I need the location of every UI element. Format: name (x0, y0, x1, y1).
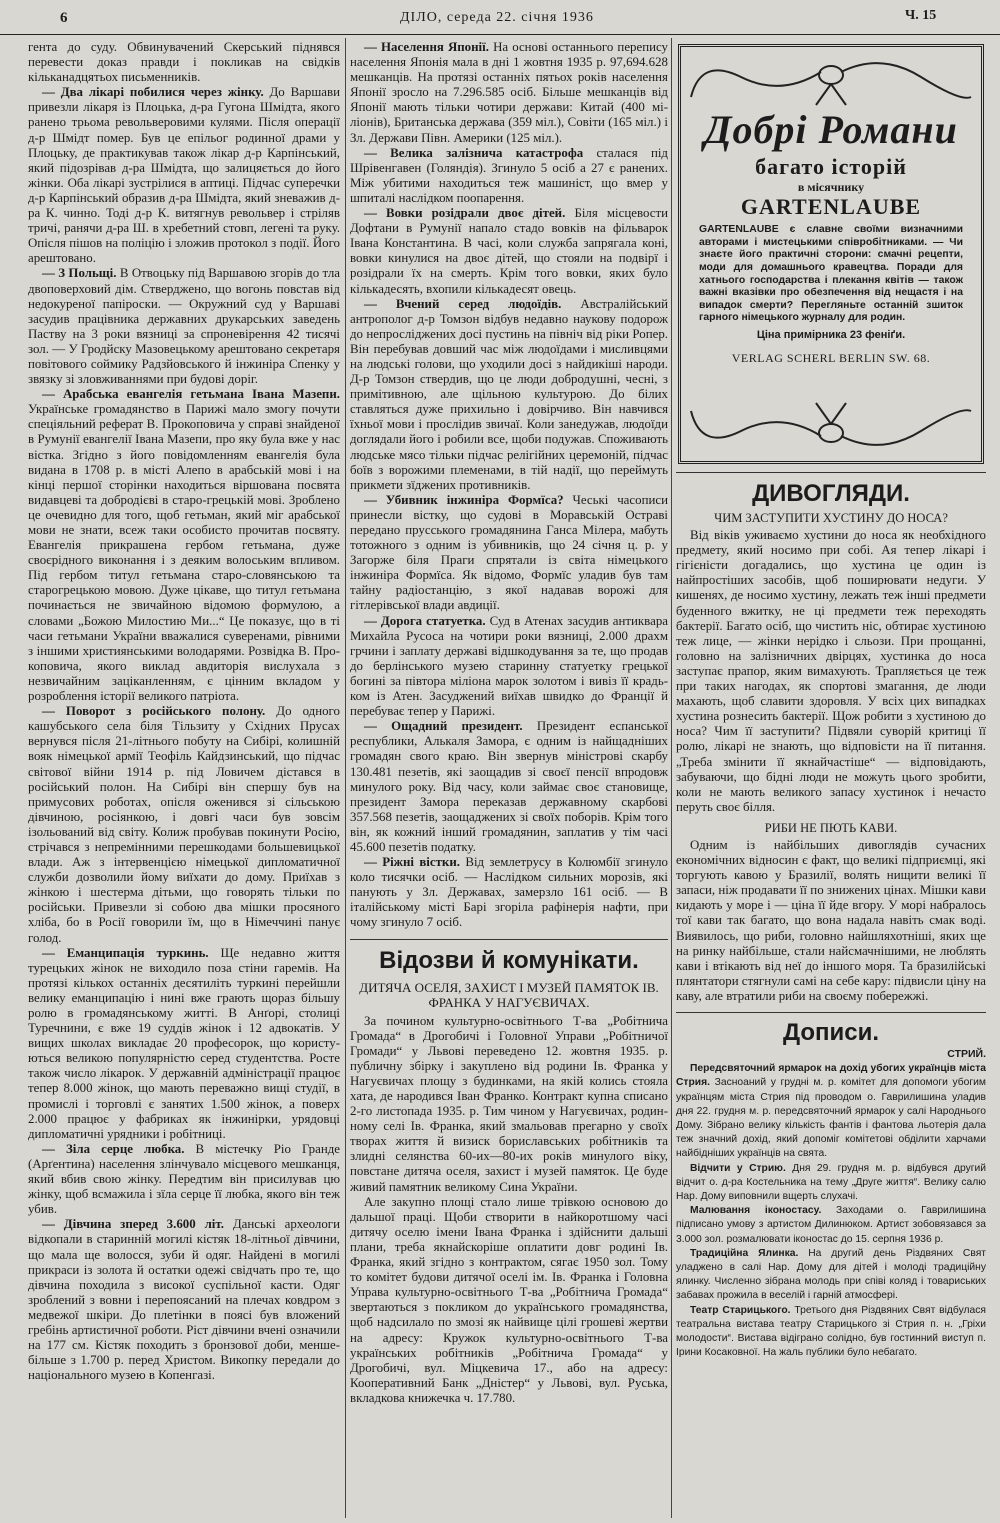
news-item (350, 614, 668, 720)
ad-body: GARTENLAUBE є славне своїми визначними авторами і мистецькими співробітниками. — Чи знаєте його практичні сторони: смачні рецепти, моди для домашнього кравецтва. Поради для хатнього господарства і плекання квітів — також важні вказівки про обезпечення від нещастя і на випадок смерти? Перегляньте останній зшиток гарного німецького журналу для родин. (699, 224, 963, 324)
news-headline: — Дорога статуетка. (364, 613, 486, 628)
column-rule-1 (345, 38, 346, 1518)
section-title-curiosities: ДИВОГЛЯДИ. (752, 480, 910, 507)
news-text: Від землетрусу в Колюмбії згинуло коло тисячки осіб. — Наслідком сильних морозів, які панують у Зл. Державах, замерзло 161 осіб. — В італійському місті Барі згоріла рафінерія нафти, при чому згинуло 7 осіб. (350, 855, 668, 930)
news-text: В містечку Ріо Гранде (Арґентина) населення злінчувало місцевого мешканця, який вбив свою жінку. Передтим він присилував цю жінку, щоб всмажила і зїла серце її любка, якого він теж убив. (28, 1141, 340, 1217)
section-title-reports: Дописи. (782, 1019, 880, 1046)
announcement-paragraph: За почином культурно-освітнього Т-ва „Робітнича Громада“ в Дрогобичі і Головної Управи „Робітничої Громади“ у Львові переведено 12. жовтня 1935. р. публичну збірку і закуплено від родини Ів. Франка у Нагуєвичах площу з будинками, на якій колись стояла хата, де народився Іван Франко. Контракт купна списано 2-го листопада 1935. р. Тим чином у Нагуєвичах, родинному селі Ів. Франка, який змальовав прегарно у своїх творах життя й визиск бориславських робітників та злидні селянства 60-их—80-их років минулого віку, повстане дитяча оселя, захист і музей памяток. Це буде живий памятник великому Сина України. (350, 1013, 668, 1194)
news-item (350, 855, 668, 930)
news-item (350, 493, 668, 614)
report-headline: Передсвяточний ярмарок на дохід убогих українців міста Стрия. (676, 1063, 986, 1089)
page-number: 6 (60, 10, 68, 26)
news-text: Ще недавно життя турецьких жінок не виходило поза стіни гаремів. На протязі кількох останніх десятиліть туркині перейшли велику еманципацію і нині вже грають щораз більшу ролю в громадянському житті. В Анґорі, столиці Туречнини, є вже 19 суддів жінок і 12 адвокатів. У вищих школах викладає 20 професорок, що користуються великою популярністю серед студентства. Росте також число лікарок. У державній адміністрації працює тепер 8.000 жінок, що мають переважно вищі студії, в промислі і торговлі є занятих 1.500 жінок, а поверх 2.000 працює у фабриках як інжинірки, урядовці дипломатичні урядники і робітниці. (28, 945, 340, 1141)
report-text: На другий день Різдвяних Свят уладжено в салі Нар. Дому для дітей і молоді традиційну ялинку. Численно зібрана молодь при співі коляд і товариських забавах прожила в веселій і гарній атмосфері. (676, 1247, 986, 1302)
news-item (28, 266, 340, 387)
news-headline: — Вовки розідрали двоє дітей. (364, 206, 566, 221)
news-item (350, 40, 668, 146)
news-text: До Варшави привезли лікаря із Плоцька, д-ра Гугона Шмідта, якого ранено трьома револьверовими кулями. Після операції д-р Шмідт помер. Був це епільог родинної драми у Плоцьку, де практикував також лікар д-р Карпінський, який підозрівав д-ра Шмідта, що залицяється до його жінки. Оба лікарі зустрілися в аптиці. Підчас суперечки д-р Карпінський образив д-ра Шмідта, який зневажив д-ра К. чинно. Тоді д-р К. витягнув револьвер і стріляв тричі, ранячи д-ра Ш. в хребетний стовп, легені та руку. Опісля пішов на поліцію і зложив протокол з події. Його арештовано. (28, 85, 340, 266)
news-item (350, 719, 668, 855)
news-text: Біля місцевости Дофтани в Румунії напало стадо вовків на фільварок Івана Константина. В часі, коли служба запрягала коні, вовки кинулися на двоє дітей, що стояли на подвірї і розідрали їх на смерть. Крім того вовки, яких було кількадесять, вхопили кількадесят овець. (350, 206, 668, 296)
report-headline: Традиційна Ялинка. (690, 1247, 799, 1259)
report-text: Дня 29. грудня м. р. відбувся другий відчит о. д-ра Костельника на тему „Друге життя“. Велику салю Нар. Дому виповнили вщерть слухачі. (676, 1162, 986, 1202)
report-headline: Відчити у Стрию. (690, 1162, 786, 1174)
report-item (676, 1304, 986, 1361)
news-item (350, 297, 668, 493)
news-text: сталася під Шрівенгавен (Голяндія). Згинуло 5 осіб а 27 є ранених. Між убитими находиться теж машиніст, що вмер у шпиталі наслідком поопарення. (350, 145, 668, 205)
article-text: Від віків уживаємо хустини до носа як необхідного предмету, який носимо при собі. Ая тепер лікарі і гігієністи догадались, що хустина це один із найпростіших засобів, щоб поширювати недуги. У кишенях, де носимо хустину, лежать теж інші предмети буденного вжитку, не ці предмети теж переходять бактерії. Багато осіб, що чистить ніс, обтирає хустиною теж лице, — жінки нерідко і сльози. При прощанні, головно на залізничних двірцях, хустинка до носа заступає прапор, яким вимахують. Трапляється це теж при таких нагодах, як спортові змагання, де люди махають, щоб славити здоровля. У всіх цих випадках хустина рознесить бактерії. Щож робити з хустиною до носа? Чим її заступити? Підвяли суворій критиці її ролю, лікарі не знають, що відповісти на її питання. „Треба змінити її якнайчастіше“ — відповідають, забуваючи, що біднi люди не можуть цього зробити, коли не мають великого запасу хустинок і нечасто перуть своє білля. (676, 528, 986, 814)
article-text: Одним із найбільших дивоглядів сучасних економічних відносин є факт, що великі підприємці, які торгують кавою у Бразилії, волять нищити великі її запаси, ніж продавати її по знижених цінах. Мішки кави кидають у море і — ціна її йде вгору. У морі набралось тої кави так багато, що вона надала навіть смак воді. Виявилось, що риби, головно найшляхотніші, яких ще на ринку найбільше, стали найсмачнішими, не люблять кави і втікають від неї до іншого моря. Та бразилійські плянтатори стягнули самі на себе кару: підвисли ціну на каву, але втратили риби на своєму побережжі. (676, 837, 986, 1003)
news-headline: — Дівчина зперед 3.600 літ. (42, 1217, 224, 1232)
news-headline: — Зіла серце любка. (42, 1141, 185, 1156)
ad-publisher: VERLAG SCHERL BERLIN SW. 68. (731, 351, 931, 366)
ribbon-ornament-icon (681, 401, 981, 461)
news-headline: — Вчений серед людоїдів. (364, 296, 562, 311)
report-text: Заходами о. Гаврилишина підписано умову з артистом Дилинюком. Артист зобовязався за 3.000 зол. розмалювати іконостас до 15. серпня 1936 р. (676, 1205, 986, 1245)
article-title: РИБИ НЕ ПЮТЬ КАВИ. (764, 820, 898, 835)
report-item (676, 1062, 986, 1161)
column-2 (350, 40, 668, 1520)
news-headline: — Населення Японії. (364, 40, 489, 54)
section-divider (676, 472, 986, 473)
ribbon-ornament-icon (681, 47, 981, 107)
ad-line: в місячнику (797, 180, 865, 195)
news-text: Суд в Атенах засудив антикварa Михайла Русоса на чотири роки вязниці, 2.000 драхм грчини і заплату державі відшкодування за те, що продав до берлінського музею старинну статуетку грецької богині за півтора міліона марок золотом і вивіз її крадьком із Атен. Засуджений виїхав швидко до Франції й перебуває тепер у Парижі. (350, 613, 668, 719)
news-headline: — Велика залізнича катастрофа (364, 145, 584, 160)
news-text: До одного кашубського села біля Тільзиту у Східних Прусах вернувся після 21-літнього побуту на Сибірі, колишній вояк німецької армії Теофіль Кайдзинський, що підчас світової війни 1914 р. під Ловичем дістався в російський полон. На Сибірі він спершу був на примусових роботах, опісля оженився зі сільською дівчиною, росіянкою, і довгі часи був зовсім ізольований від світу. Колиж пробував покинути Росію, стрічався з непремінними перешкодами большевицької влади. Аж з інтервенцією німецької дипломатичної служби дозволили йому виїхати до дому. Приїхав з жінкою і шестерма дітьми, що говорять тільки по російськи. Привезли зі собою два мішки просяного хліба, бо в Росії говорили їм, що в Німеччині панує голод. (28, 704, 340, 945)
news-item (28, 1142, 340, 1217)
report-headline: Малювання іконостасу. (690, 1205, 822, 1217)
news-headline: — Ріжні вістки. (364, 855, 461, 870)
issue-number: Ч. 15 (905, 8, 937, 23)
section-divider (350, 939, 668, 940)
news-text: Чеські часописи принесли вістку, що судові в Моравській Остраві передано прусського громадянина Ганса Мілера, мабуть тотожного з одним із убивників, що 24 січня ц. р. у Загорже біля Праги спрятали із світа німецького інжиніра Формїса. Як відомо, Формїс уладив був там тайну радіостанцію, з якої надавав ворожі для гітлерівської влади авдиції. (350, 492, 668, 613)
newspaper-title-date: ДІЛО, середа 22. січня 1936 (400, 10, 594, 25)
news-text: Українське громадянство в Парижі мало змогу почути спеціяльний реферат В. Прокоповича у справі знайденої в Румунії евангелії Івана Мазепи, про яку була вже у нас вістка. Згідно з його повідомленням евангелія була видана в 1708 р. в місті Алепо в арабській мові і на кінці першої сторінки находиться віршована посвята видавцеві та добродієві в старо-грецькій мові. Зроблено це очевидно для того, щоб гетьман, який міг арабської мови не знати, всеж таки особисто прочитав посвяту. Евангелія прикрашена гербом гетьмана, дуже своєрідного виконання і з деяким волоським впливом. Під гербом титул гетьмана старо-словянською та старогрецькою мовою. Дуже цікаве, що титул гетьмана починається не звичайною відомою формулою, а словами „Божою Милостию Ми...“ Це показує, що в ті часи гетьмани України вважалися суверенами, рівними з іншими християнськими володарями. Розвідка В. Прокоповича, якого виклад авдиторія вислухала з незвичайним заціканленням, є цінним вкладом у розроблення історії великого патріота. (28, 402, 340, 704)
news-headline: — Убивник інжиніра Формїса? (364, 492, 564, 507)
column-1 (28, 40, 340, 1520)
advertisement-gartenlaube (678, 44, 984, 464)
news-headline: — Арабська евангелія гетьмана Івана Мазепи. (42, 387, 340, 402)
reports-block (676, 1062, 986, 1360)
ad-price: Ціна примірника 23 феніґи. (756, 329, 906, 342)
article-title: ЧИМ ЗАСТУПИТИ ХУСТИНУ ДО НОСА? (714, 511, 948, 525)
news-item (28, 387, 340, 704)
news-item (28, 1217, 340, 1383)
news-headline: — Ощадний президент. (364, 719, 523, 734)
report-text: Засноаний у грудні м. р. комітет для допомоги убогим українцям міста Стрия під проводом о. Гаврилишина уладив дня 22. грудня м. р. передсвяточний ярмарок у салі Народнього Дому. Зібрано велику кількість фантів і фантова льотерія дала теж значний дохід, який допоміг комітетові обділити харчами найбідніших українців на свята. (676, 1077, 986, 1160)
ad-headline: Добрі Романи (704, 107, 958, 152)
news-item (350, 206, 668, 297)
news-text: На основі останнього перепису населення Японія мала в дні 1 жовтня 1935 р. 97,694.628 мешканців. На протязі останніх пятьох років населення Японії зросло на 7.296.585 осіб. Більше мешканців від Японії мають тільки чотири держави: Китай (400 міліонів), Британська держава (359 міл.), Совіти (165 міл.) і Зл. Держави Півн. Америки (125 міл.). (350, 40, 668, 145)
report-item (676, 1247, 986, 1304)
announcement-paragraph: Але закупно площі стало лише трівкою основою до дальшої праці. Щоби створити в найкоротшому часі дитячу оселю імени Івана Франка і здійснити дальші плани, треба якнайскоріше оплатити довг родині Ів. Франка, який згідно з контрактом, сягає 1950 зол. Тому то комітет будови дитячої оселі ім. Ів. Франка і Головна Управа культурно-освітнього Т-ва „Робітнича Громада“ звертаються з покликом до українського громадянства, щоб надсилало по змозі як найвище цілі грошеві жертви на адресу: Кружок культурно-освітнього Т-ва українських робітників „Робітнича Громада“ у Дрогобичі, вул. Міцкевича 17., або на адресу: Кооперативний Банк „Дністер“ у Львові, вул. Руська, вкладкова книжечка ч. 17.780. (350, 1194, 668, 1405)
news-item (350, 146, 668, 206)
news-headline: — Еманципація туркинь. (42, 945, 209, 960)
report-item (676, 1204, 986, 1247)
report-item (676, 1162, 986, 1205)
section-title-announcements: Відозви й комунікати. (379, 946, 639, 974)
page-header (0, 0, 1000, 35)
news-item (28, 704, 340, 946)
announcement-subtitle: ДИТЯЧА ОСЕЛЯ, ЗАХИСТ І МУЗЕЙ ПАМЯТОК ІВ. ФРАНКА У НАГУЄВИЧАХ. (359, 979, 659, 1010)
news-text: Австралійський антрополог д-р Томзон відбув недавно наукову подорож до непросліджених досі пустинь на північ від ріки Ропер. Він перебував довший час між людоїдами і мисливцями на людські голови, що уходили досі з найдикіші народи. Д-р Томзон ствердив, що це люди добродушні, чесні, з примітивною, але щільною культурою. До білих ставляться дуже прихильно і довірчиво. Він навчився їхньої мови і прослідив звичаї. Коли занедужав, людоїди доглядали його і робили все, щоби подужав. Споживають людське мясо тільки підчас релігійних церемоній, підчас боїв з ворожими племенами, в тій надії, що переймуть прикмети зїджених противників. (350, 296, 668, 492)
ad-magazine-name: GARTENLAUBE (740, 194, 922, 220)
section-divider (676, 1012, 986, 1013)
report-place: СТРИЙ. (947, 1048, 986, 1060)
news-text: Президент еспанської республики, Алькаля Замора, є одним із найщадніших громадян свого краю. Він звернув міністрові скарбу 130.481 пезетів, які заощадив зі своєї пенсії впродовж минулого року. Від часу, коли займає своє становище, президент Замора переказав державному скарбові 357.568 пезетів, заощаджених зі своїх поборів. Крім того він, як кожний інший громадянин, заплатив у тім часі 45.600 пезетів податку. (350, 719, 668, 854)
news-text: В Отвоцьку під Варшавою згорів до тла двоповерховий дім. Стверджено, що вогонь повстав від недокуреної папіроски. — Окружний суд у Варшаві засудив працівника державних друкарських заведень Паству на 3 роки вязниці за спроневірення 42 тисячі зол. — У Гродйску Мазовецькому арештовано секретаря повітового соймику Радзйовського й інжиніра Спенку у звязку зі зловживаннями при будові доріг. (28, 266, 340, 387)
news-headline: — Два лікарі побилися через жінку. (42, 85, 264, 100)
news-text: Данські археологи відкопали в старинній могилі кістяк 18-літньої дівчини, що мала ще волосся, зуби й одяг. Найдені в могилі прикраси із золота й остатки одежі свідчать про те, що дівчина походила з високої суспільної касти. Одяг зроблений з вовни і перепоясаний на плечах ковдром з медвежої шкіри. До плетінки в поясі був вложений гребінь артистичної роботи. Ріст дівчини вчені означили на 177 см. Кістяк походить з бронзової доби, менше-більше з 1.700 р. перед Христом. Викопку передали до національного музею в Копенгазі. (28, 1217, 340, 1383)
report-headline: Театр Старицького. (690, 1304, 791, 1316)
report-text: Третього дня Різдвяних Свят відбулася театральна вистава театру Старицького зі Стрия п. н. „Гріхи молодости“. Вистава відіграно солідно, був гостинний виступ п. Ірини Косаковної. На жаль публики було небагато. (676, 1304, 986, 1359)
news-headline: — Поворот з російського полону. (42, 704, 266, 719)
article-continuation: гента до суду. Обвинувачений Скерський піднявся перевести доказ правди і покликав на свідків кільканадцятьох письменників. (28, 40, 340, 85)
column-rule-2 (671, 38, 672, 1518)
column-3 (676, 40, 986, 1520)
news-item (28, 85, 340, 266)
news-item (28, 946, 340, 1142)
ad-subheadline: багато історій (755, 154, 907, 179)
news-headline: — З Польщі. (42, 266, 117, 281)
